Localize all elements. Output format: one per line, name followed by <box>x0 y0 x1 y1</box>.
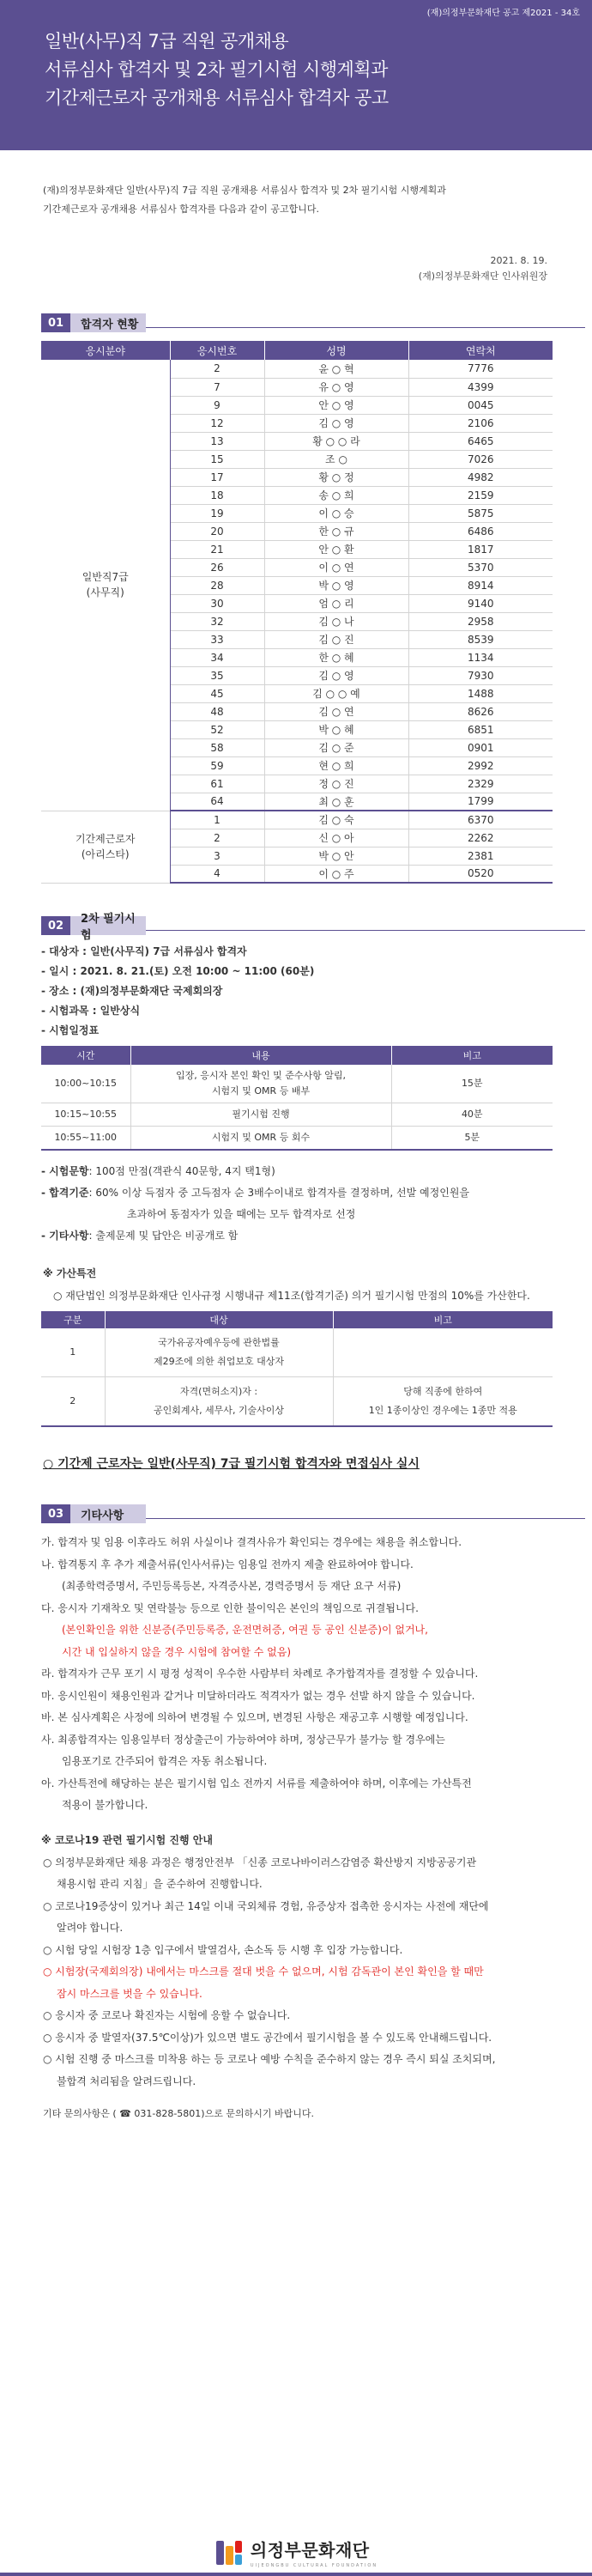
rule-text: : 60% 이상 득점자 중 고득점자 순 3배수이내로 합격자를 결정하며, 선발 예정인원을 <box>88 1187 470 1199</box>
schedule-time: 10:55~11:00 <box>41 1127 130 1151</box>
column-header: 대상 <box>105 1311 333 1328</box>
applicant-number: 20 <box>170 522 264 540</box>
exam-target: - 대상자 : 일반(사무직) 7급 서류심사 합격자 <box>41 945 247 957</box>
table-row <box>41 1127 553 1151</box>
applicant-name: 엄 ○ 리 <box>264 594 408 612</box>
applicant-name: 이 ○ 승 <box>264 504 408 522</box>
applicant-name: 김 ○ ○ 예 <box>264 684 408 702</box>
applicant-number: 58 <box>170 738 264 756</box>
applicant-name: 현 ○ 희 <box>264 756 408 775</box>
applicant-contact: 1817 <box>408 540 553 558</box>
field-cell: 일반직7급 (사무직) <box>41 360 170 811</box>
bonus-note <box>333 1328 553 1377</box>
covid-item: 불합격 처리됨을 알려드립니다. <box>57 2075 196 2087</box>
misc-warning: 시간 내 입실하지 않을 경우 시험에 참여할 수 없음) <box>62 1645 292 1658</box>
section-number: 02 <box>41 916 70 935</box>
section-header-written-exam <box>41 913 592 942</box>
covid-warning: ○ 시험장(국제회의장) 내에서는 마스크를 절대 벗을 수 없으며, 시험 감독관이 본인 확인을 할 때만 <box>43 1965 484 1978</box>
covid-heading: ※ 코로나19 관련 필기시험 진행 안내 <box>41 1833 213 1846</box>
section-number: 01 <box>41 313 70 332</box>
bonus-target: 자격(면허소지)자 : 공인회계사, 세무사, 기술사이상 <box>105 1377 333 1427</box>
table-row <box>41 1103 553 1127</box>
misc-item: 라. 합격자가 근무 포기 시 평정 성적이 우수한 사람부터 차례로 추가합격자를 결정할 수 있습니다. <box>41 1668 479 1680</box>
applicant-name: 황 ○ ○ 라 <box>264 432 408 450</box>
bonus-body <box>41 1328 553 1426</box>
applicant-name: 김 ○ 연 <box>264 702 408 720</box>
schedule-time: 10:15~10:55 <box>41 1103 130 1127</box>
divider <box>146 1518 585 1519</box>
contact-info: 기타 문의사항은 ( ☎ 031-828-5801)으로 문의하시기 바랍니다. <box>43 2108 314 2119</box>
issue-date: 2021. 8. 19. <box>490 255 547 266</box>
covid-item: ○ 시험 당일 시험장 1층 입구에서 발열검사, 손소독 등 시행 후 입장 가능합니다. <box>43 1943 403 1956</box>
table-row <box>41 1377 553 1427</box>
applicant-contact: 4399 <box>408 378 553 396</box>
rule-text: : 출제문제 및 답안은 비공개로 함 <box>88 1230 239 1242</box>
schedule-time: 10:00~10:15 <box>41 1065 130 1103</box>
applicant-contact: 2381 <box>408 847 553 865</box>
table-row <box>41 1328 553 1377</box>
issuer: (재)의정부문화재단 인사위원장 <box>418 270 547 282</box>
table-header-row <box>41 341 553 360</box>
applicant-number: 32 <box>170 612 264 630</box>
bonus-heading: ※ 가산특전 <box>43 1267 97 1279</box>
applicant-contact: 7776 <box>408 360 553 378</box>
applicant-name: 김 ○ 영 <box>264 414 408 432</box>
field-cell: 기간제근로자 (아리스타) <box>41 811 170 883</box>
divider <box>146 327 585 328</box>
table-row <box>41 811 553 829</box>
section-title: 합격자 현황 <box>70 313 146 332</box>
applicant-name: 최 ○ 훈 <box>264 793 408 811</box>
misc-item: 아. 가산특전에 해당하는 분은 필기시험 입소 전까지 서류를 제출하여야 하며, 이후에는 가산특전 <box>41 1777 472 1789</box>
column-header: 성명 <box>264 341 408 360</box>
logo-icon <box>214 2537 244 2568</box>
applicant-contact: 2159 <box>408 486 553 504</box>
applicant-name: 김 ○ 진 <box>264 630 408 648</box>
applicant-contact: 8539 <box>408 630 553 648</box>
bonus-type: 1 <box>41 1328 105 1377</box>
schedule-title: - 시험일정표 <box>41 1024 100 1036</box>
applicant-name: 조 ○ <box>264 450 408 468</box>
rule-label: - 기타사항 <box>41 1230 89 1242</box>
issue-info <box>0 219 592 284</box>
column-header: 비고 <box>333 1311 553 1328</box>
applicant-name: 박 ○ 안 <box>264 847 408 865</box>
applicant-name: 신 ○ 아 <box>264 829 408 847</box>
applicant-number: 19 <box>170 504 264 522</box>
applicant-name: 유 ○ 영 <box>264 378 408 396</box>
section-header-results <box>41 313 592 332</box>
applicant-contact: 1134 <box>408 648 553 666</box>
schedule-note: 15분 <box>391 1065 553 1103</box>
covid-item: ○ 의정부문화재단 채용 과정은 행정안전부 「신종 코로나바이러스감염증 확산방지 지방공공기관 <box>43 1856 477 1868</box>
rule-label: - 합격기준 <box>41 1187 89 1199</box>
covid-item: ○ 시험 진행 중 마스크를 미착용 하는 등 코로나 예방 수칙을 준수하지 않는 경우 즉시 퇴실 조치되며, <box>43 2053 496 2065</box>
applicant-contact: 7930 <box>408 666 553 684</box>
misc-item: (최종학력증명서, 주민등록등본, 자격증사본, 경력증명서 등 재단 요구 서류) <box>62 1580 402 1592</box>
applicant-name: 이 ○ 연 <box>264 558 408 576</box>
column-header: 연락처 <box>408 341 553 360</box>
covid-item: 채용시험 관리 지침」을 준수하여 진행합니다. <box>57 1878 263 1890</box>
section-number: 03 <box>41 1504 70 1523</box>
applicant-number: 4 <box>170 865 264 883</box>
rule-etc <box>41 1225 592 1247</box>
applicant-contact: 0520 <box>408 865 553 883</box>
bottom-bar <box>0 2573 592 2576</box>
covid-item: 알려야 합니다. <box>57 1922 124 1934</box>
applicant-contact: 8914 <box>408 576 553 594</box>
misc-item: 다. 응시자 기재착오 및 연락불능 등으로 인한 불이익은 본인의 책임으로 귀결됩니다. <box>41 1601 419 1614</box>
covid-item: ○ 응시자 중 코로나 확진자는 시험에 응할 수 없습니다. <box>43 2009 291 2021</box>
applicant-number: 2 <box>170 360 264 378</box>
misc-item: 마. 응시인원이 채용인원과 같거나 미달하더라도 적격자가 없는 경우 선발 하지 않을 수 있습니다. <box>41 1689 475 1702</box>
column-header: 시간 <box>41 1046 130 1065</box>
covid-item: ○ 코로나19증상이 있거나 최근 14일 이내 국외체류 경험, 유증상자 접촉한 응시자는 사전에 재단에 <box>43 1899 489 1912</box>
results-body <box>41 360 553 883</box>
covid-list <box>43 1852 566 2093</box>
applicant-number: 18 <box>170 486 264 504</box>
applicant-number: 45 <box>170 684 264 702</box>
rule-text: : 100점 만점(객관식 40문항, 4지 택1형) <box>88 1165 275 1177</box>
rule-label: - 시험문항 <box>41 1165 89 1177</box>
bonus-note: 당해 직종에 한하여 1인 1종이상인 경우에는 1종만 적용 <box>333 1377 553 1427</box>
exam-place: - 장소 : (재)의정부문화재단 국제회의장 <box>41 985 223 997</box>
applicant-name: 김 ○ 숙 <box>264 811 408 829</box>
applicant-contact: 2992 <box>408 756 553 775</box>
applicant-number: 12 <box>170 414 264 432</box>
applicant-name: 김 ○ 준 <box>264 738 408 756</box>
intro-line: 기간제근로자 공개채용 서류심사 합격자를 다음과 같이 공고합니다. <box>43 204 320 215</box>
applicant-contact: 5875 <box>408 504 553 522</box>
rule-pass <box>41 1182 592 1204</box>
applicant-number: 33 <box>170 630 264 648</box>
applicant-number: 35 <box>170 666 264 684</box>
misc-item: 바. 본 심사계획은 사정에 의하여 변경될 수 있으며, 변경된 사항은 재공고후 시행할 예정입니다. <box>41 1711 468 1723</box>
intro-text <box>0 150 592 219</box>
exam-rules <box>41 1161 592 1247</box>
applicant-name: 이 ○ 주 <box>264 865 408 883</box>
column-header: 내용 <box>130 1046 391 1065</box>
rule-text-cont: 초과하여 동점자가 있을 때에는 모두 합격자로 선정 <box>127 1208 356 1220</box>
misc-item: 나. 합격통지 후 추가 제출서류(인사서류)는 임용일 전까지 제출 완료하여야 합니다. <box>41 1558 414 1571</box>
title-line: 서류심사 합격자 및 2차 필기시험 시행계획과 <box>45 59 388 80</box>
section-header-misc <box>41 1504 592 1523</box>
covid-warning: 잠시 마스크를 벗을 수 있습니다. <box>57 1987 202 2000</box>
logo-text <box>251 2537 378 2568</box>
rule-questions <box>41 1161 592 1182</box>
applicant-number: 52 <box>170 720 264 738</box>
exam-datetime: - 일시 : 2021. 8. 21.(토) 오전 10:00 ~ 11:00 (60분) <box>41 965 315 977</box>
applicant-number: 28 <box>170 576 264 594</box>
misc-item: 가. 합격자 및 임용 이후라도 허위 사실이나 결격사유가 확인되는 경우에는 채용을 취소합니다. <box>41 1536 462 1548</box>
bonus-type: 2 <box>41 1377 105 1427</box>
exam-subject: - 시험과목 : 일반상식 <box>41 1005 141 1017</box>
applicant-contact: 7026 <box>408 450 553 468</box>
applicant-name: 박 ○ 혜 <box>264 720 408 738</box>
bonus-text: ○ 재단법인 의정부문화재단 인사규정 시행내규 제11조(합격기준) 의거 필기시험 만점의 10%를 가산한다. <box>53 1290 530 1302</box>
title-line: 일반(사무)직 7급 직원 공개채용 <box>45 31 289 52</box>
applicant-number: 59 <box>170 756 264 775</box>
title-line: 기간제근로자 공개채용 서류심사 합격자 공고 <box>45 88 389 108</box>
applicant-number: 9 <box>170 396 264 414</box>
applicant-name: 윤 ○ 혁 <box>264 360 408 378</box>
misc-item: 적용이 불가합니다. <box>62 1799 148 1811</box>
applicant-number: 61 <box>170 775 264 793</box>
results-table <box>41 341 553 884</box>
applicant-number: 64 <box>170 793 264 811</box>
applicant-contact: 2106 <box>408 414 553 432</box>
applicant-name: 한 ○ 혜 <box>264 648 408 666</box>
applicant-contact: 6465 <box>408 432 553 450</box>
foundation-logo <box>214 2537 378 2568</box>
page-title <box>45 27 592 112</box>
schedule-body <box>41 1065 553 1150</box>
misc-list <box>41 1532 565 1817</box>
table-row <box>41 360 553 378</box>
schedule-table <box>41 1046 553 1151</box>
applicant-number: 7 <box>170 378 264 396</box>
applicant-contact: 6370 <box>408 811 553 829</box>
applicant-name: 김 ○ 나 <box>264 612 408 630</box>
applicant-name: 안 ○ 영 <box>264 396 408 414</box>
applicant-number: 15 <box>170 450 264 468</box>
footer <box>0 2529 592 2576</box>
applicant-name: 안 ○ 환 <box>264 540 408 558</box>
divider <box>146 930 585 931</box>
applicant-name: 한 ○ 규 <box>264 522 408 540</box>
column-header: 비고 <box>391 1046 553 1065</box>
applicant-contact: 1799 <box>408 793 553 811</box>
applicant-name: 황 ○ 정 <box>264 468 408 486</box>
applicant-number: 30 <box>170 594 264 612</box>
header-banner <box>0 0 592 150</box>
schedule-content: 필기시험 진행 <box>130 1103 391 1127</box>
foundation-name: 의정부문화재단 <box>250 2540 370 2561</box>
schedule-note: 40분 <box>391 1103 553 1127</box>
misc-item: 임용포기로 간주되어 합격은 자동 취소됩니다. <box>62 1755 268 1767</box>
publication-number: (재)의정부문화재단 공고 제2021 - 34호 <box>426 9 580 18</box>
section-title: 기타사항 <box>70 1504 146 1523</box>
applicant-name: 송 ○ 희 <box>264 486 408 504</box>
applicant-contact: 0045 <box>408 396 553 414</box>
bonus-target: 국가유공자예우등에 관한법률 제29조에 의한 취업보호 대상자 <box>105 1328 333 1377</box>
applicant-contact: 9140 <box>408 594 553 612</box>
applicant-contact: 0901 <box>408 738 553 756</box>
applicant-number: 13 <box>170 432 264 450</box>
column-header: 응시분야 <box>41 341 170 360</box>
column-header: 구분 <box>41 1311 105 1328</box>
applicant-name: 정 ○ 진 <box>264 775 408 793</box>
applicant-number: 17 <box>170 468 264 486</box>
applicant-contact: 2958 <box>408 612 553 630</box>
applicant-number: 3 <box>170 847 264 865</box>
schedule-content: 시험지 및 OMR 등 회수 <box>130 1127 391 1151</box>
applicant-contact: 8626 <box>408 702 553 720</box>
applicant-contact: 6486 <box>408 522 553 540</box>
applicant-number: 26 <box>170 558 264 576</box>
applicant-number: 2 <box>170 829 264 847</box>
applicant-contact: 4982 <box>408 468 553 486</box>
contract-worker-notice: ○ 기간제 근로자는 일반(사무직) 7급 필기시험 합격자와 면접심사 실시 <box>43 1457 420 1471</box>
bonus-table <box>41 1311 553 1427</box>
table-header-row <box>41 1046 553 1065</box>
exam-info <box>41 942 592 1041</box>
applicant-contact: 2262 <box>408 829 553 847</box>
section-title: 2차 필기시험 <box>70 916 146 935</box>
applicant-contact: 5370 <box>408 558 553 576</box>
schedule-note: 5분 <box>391 1127 553 1151</box>
table-row <box>41 1065 553 1103</box>
misc-warning: (본인확인을 위한 신분증(주민등록증, 운전면허증, 여권 등 공인 신분증)이 없거나, <box>62 1624 428 1636</box>
applicant-contact: 1488 <box>408 684 553 702</box>
applicant-name: 박 ○ 영 <box>264 576 408 594</box>
applicant-contact: 2329 <box>408 775 553 793</box>
misc-item: 사. 최종합격자는 임용일부터 정상출근이 가능하여야 하며, 정상근무가 불가능 할 경우에는 <box>41 1733 445 1746</box>
covid-item: ○ 응시자 중 발열자(37.5℃이상)가 있으면 별도 공간에서 필기시험을 볼 수 있도록 안내해드립니다. <box>43 2031 492 2044</box>
applicant-name: 김 ○ 영 <box>264 666 408 684</box>
foundation-name-en: UIJEONGBU CULTURAL FOUNDATION <box>250 2563 378 2568</box>
applicant-number: 48 <box>170 702 264 720</box>
column-header: 응시번호 <box>170 341 264 360</box>
table-header-row <box>41 1311 553 1328</box>
schedule-content: 입장, 응시자 본인 확인 및 준수사항 알림, 시험지 및 OMR 등 배부 <box>130 1065 391 1103</box>
applicant-number: 1 <box>170 811 264 829</box>
applicant-number: 21 <box>170 540 264 558</box>
intro-line: (재)의정부문화재단 일반(사무)직 7급 직원 공개채용 서류심사 합격자 및 2차 필기시험 시행계획과 <box>43 185 446 196</box>
applicant-contact: 6851 <box>408 720 553 738</box>
applicant-number: 34 <box>170 648 264 666</box>
